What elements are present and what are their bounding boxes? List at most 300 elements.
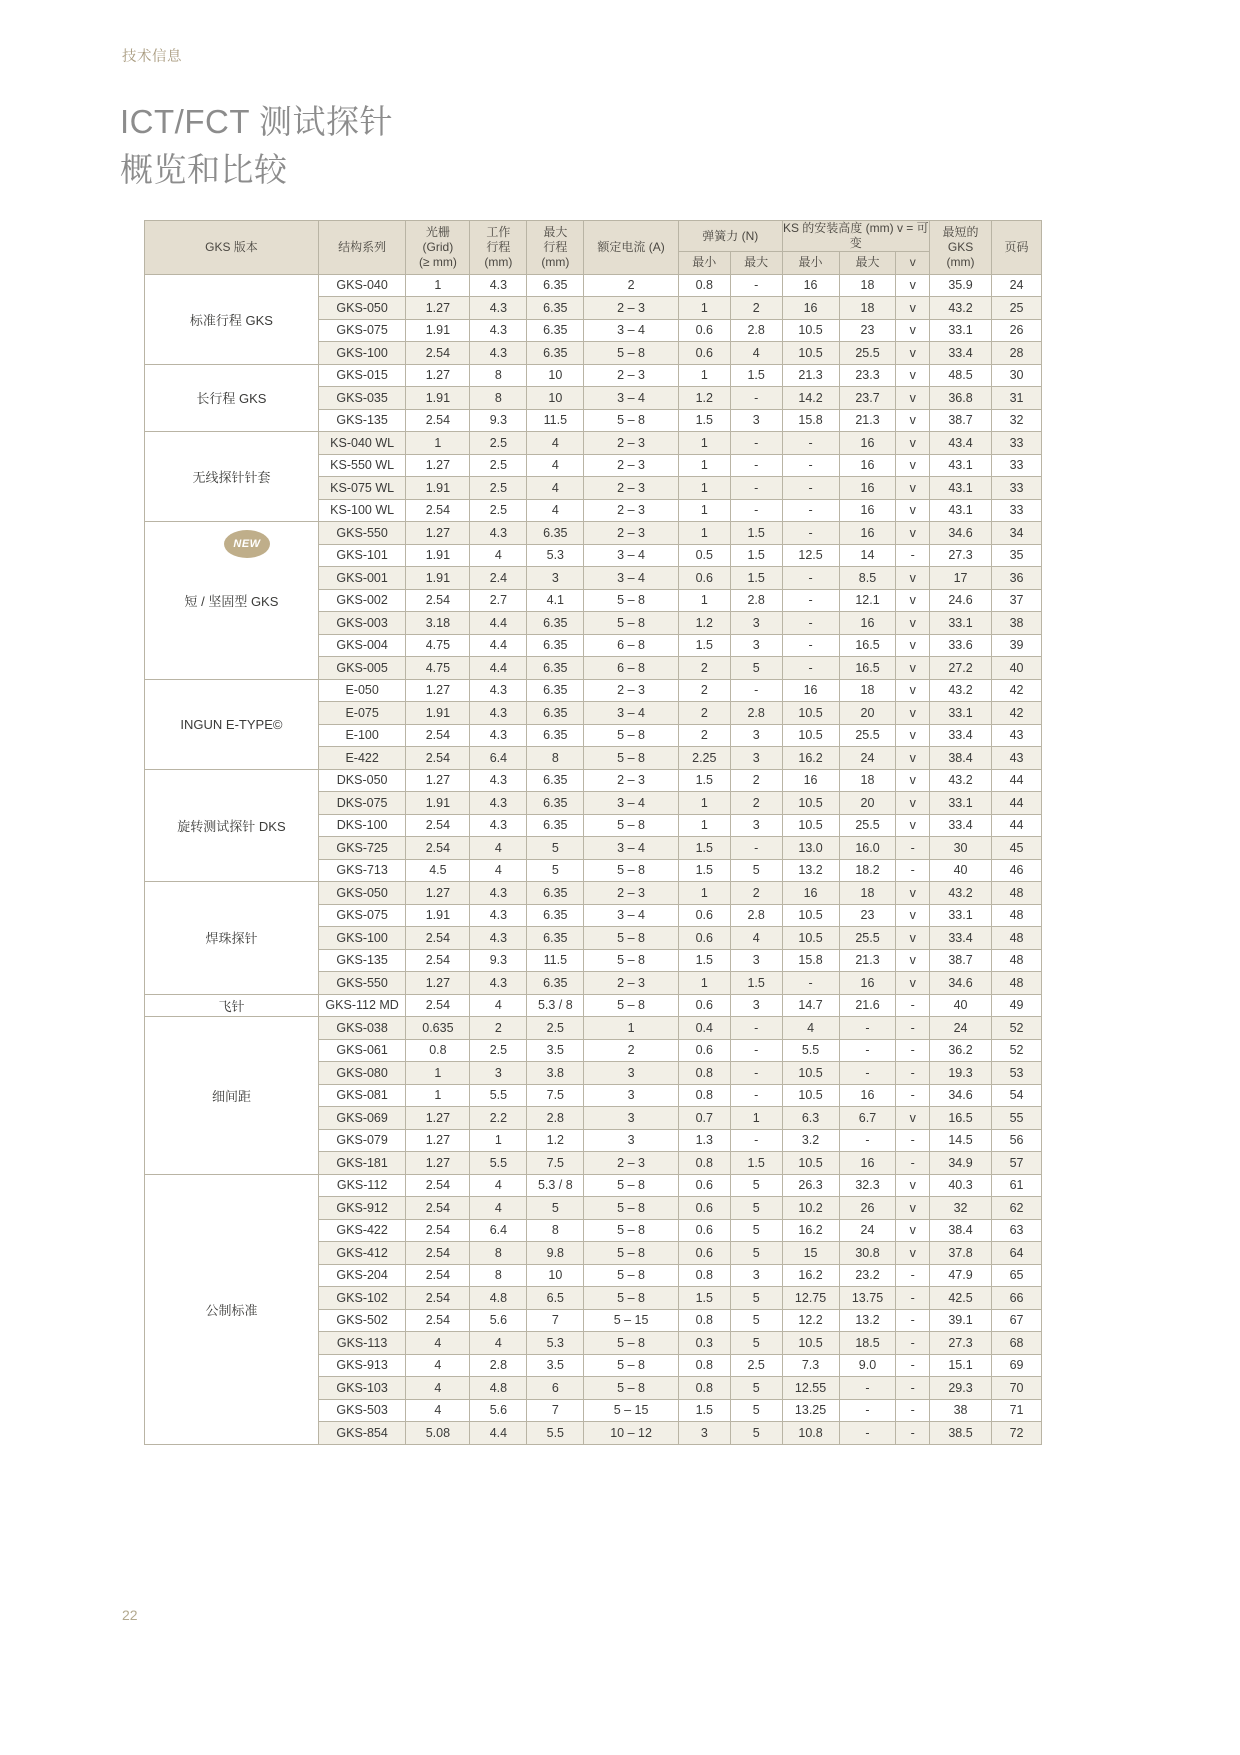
cell-page: 39 [992, 634, 1042, 657]
cell-shortest: 27.2 [930, 657, 992, 680]
cell-page: 52 [992, 1039, 1042, 1062]
cell-shortest: 33.4 [930, 814, 992, 837]
cell-page: 48 [992, 972, 1042, 995]
cell-series: GKS-103 [318, 1377, 405, 1400]
new-badge: NEW [225, 531, 269, 557]
cell-rated-current: 5 – 8 [584, 1264, 679, 1287]
cell-page: 33 [992, 454, 1042, 477]
cell-ks-max: 9.0 [839, 1354, 896, 1377]
cell-shortest: 33.1 [930, 702, 992, 725]
cell-ks-min: - [782, 657, 839, 680]
cell-rated-current: 3 [584, 1062, 679, 1085]
cell-spring-max: 1.5 [730, 522, 782, 545]
cell-variable: v [896, 1174, 930, 1197]
cell-ks-max: 25.5 [839, 724, 896, 747]
cell-grid: 1.27 [406, 679, 470, 702]
cell-variable: - [896, 1377, 930, 1400]
cell-spring-min: 1 [678, 432, 730, 455]
cell-shortest: 33.1 [930, 904, 992, 927]
cell-series: E-422 [318, 747, 405, 770]
cell-working-stroke: 4 [470, 837, 527, 860]
cell-variable: - [896, 1129, 930, 1152]
cell-spring-max: 1 [730, 1107, 782, 1130]
page-title [120, 98, 393, 194]
cell-working-stroke: 4 [470, 544, 527, 567]
cell-shortest: 40.3 [930, 1174, 992, 1197]
cell-spring-max: - [730, 1129, 782, 1152]
cell-max-stroke: 1.2 [527, 1129, 584, 1152]
cell-rated-current: 3 – 4 [584, 319, 679, 342]
cell-max-stroke: 7 [527, 1309, 584, 1332]
cell-variable: - [896, 1422, 930, 1445]
cell-shortest: 24.6 [930, 589, 992, 612]
cell-max-stroke: 2.8 [527, 1107, 584, 1130]
cell-grid: 2.54 [406, 814, 470, 837]
cell-variable: - [896, 1017, 930, 1040]
cell-ks-min: 10.5 [782, 319, 839, 342]
cell-ks-min: 13.25 [782, 1399, 839, 1422]
header-grid-line2: (Grid) [422, 239, 454, 254]
cell-series: GKS-001 [318, 567, 405, 590]
cell-working-stroke: 4.3 [470, 319, 527, 342]
cell-shortest: 34.6 [930, 972, 992, 995]
cell-shortest: 33.1 [930, 792, 992, 815]
cell-rated-current: 5 – 8 [584, 1174, 679, 1197]
cell-spring-max: 3 [730, 634, 782, 657]
cell-series: GKS-075 [318, 319, 405, 342]
cell-page: 63 [992, 1219, 1042, 1242]
cell-spring-max: 3 [730, 724, 782, 747]
cell-series: GKS-005 [318, 657, 405, 680]
cell-spring-min: 1 [678, 522, 730, 545]
cell-variable: - [896, 1399, 930, 1422]
cell-spring-min: 0.6 [678, 1197, 730, 1220]
cell-grid: 3.18 [406, 612, 470, 635]
cell-working-stroke: 2.7 [470, 589, 527, 612]
cell-spring-min: 0.6 [678, 994, 730, 1017]
cell-series: GKS-081 [318, 1084, 405, 1107]
cell-ks-max: 18.2 [839, 859, 896, 882]
cell-variable: v [896, 1219, 930, 1242]
cell-ks-max: 23.3 [839, 364, 896, 387]
cell-rated-current: 5 – 8 [584, 1377, 679, 1400]
cell-working-stroke: 4.4 [470, 657, 527, 680]
cell-grid: 1.27 [406, 364, 470, 387]
cell-spring-max: 3 [730, 949, 782, 972]
cell-series: KS-100 WL [318, 499, 405, 522]
cell-variable: v [896, 634, 930, 657]
header-page: 页码 [992, 221, 1042, 275]
cell-spring-max: 1.5 [730, 567, 782, 590]
cell-series: KS-040 WL [318, 432, 405, 455]
cell-max-stroke: 6.35 [527, 612, 584, 635]
cell-rated-current: 5 – 8 [584, 1197, 679, 1220]
cell-series: GKS-113 [318, 1332, 405, 1355]
cell-ks-min: 14.2 [782, 387, 839, 410]
header-series: 结构系列 [318, 221, 405, 275]
cell-page: 46 [992, 859, 1042, 882]
cell-variable: v [896, 1242, 930, 1265]
cell-spring-max: 5 [730, 1309, 782, 1332]
cell-grid: 2.54 [406, 342, 470, 365]
cell-ks-max: 13.2 [839, 1309, 896, 1332]
cell-ks-max: 16 [839, 972, 896, 995]
cell-spring-max: - [730, 679, 782, 702]
cell-max-stroke: 3.8 [527, 1062, 584, 1085]
cell-spring-min: 1 [678, 814, 730, 837]
page-title-line2: 概览和比较 [120, 151, 288, 188]
cell-shortest: 35.9 [930, 274, 992, 297]
cell-grid: 1.27 [406, 297, 470, 320]
cell-working-stroke: 2.2 [470, 1107, 527, 1130]
header-variable: v [896, 252, 930, 275]
cell-ks-max: 18 [839, 882, 896, 905]
cell-working-stroke: 4.3 [470, 972, 527, 995]
cell-variable: v [896, 702, 930, 725]
cell-variable: v [896, 724, 930, 747]
cell-ks-max: 21.6 [839, 994, 896, 1017]
cell-variable: v [896, 342, 930, 365]
cell-variable: v [896, 769, 930, 792]
cell-series: KS-550 WL [318, 454, 405, 477]
cell-variable: - [896, 1309, 930, 1332]
section-eyebrow: 技术信息 [122, 49, 182, 65]
cell-spring-max: 5 [730, 1377, 782, 1400]
cell-spring-min: 0.3 [678, 1332, 730, 1355]
cell-shortest: 30 [930, 837, 992, 860]
cell-ks-min: 6.3 [782, 1107, 839, 1130]
cell-page: 48 [992, 904, 1042, 927]
cell-max-stroke: 6.35 [527, 657, 584, 680]
cell-variable: v [896, 454, 930, 477]
cell-max-stroke: 6.35 [527, 634, 584, 657]
cell-working-stroke: 4.3 [470, 769, 527, 792]
cell-grid: 2.54 [406, 927, 470, 950]
cell-shortest: 43.1 [930, 477, 992, 500]
cell-ks-max: 16 [839, 612, 896, 635]
cell-ks-min: 10.5 [782, 792, 839, 815]
cell-rated-current: 2 – 3 [584, 297, 679, 320]
cell-ks-max: - [839, 1062, 896, 1085]
cell-ks-min: 16.2 [782, 1264, 839, 1287]
cell-rated-current: 5 – 8 [584, 589, 679, 612]
row-category: 标准行程 GKS [145, 274, 319, 364]
cell-ks-max: 20 [839, 702, 896, 725]
cell-ks-min: 16 [782, 679, 839, 702]
cell-spring-min: 0.8 [678, 1084, 730, 1107]
header-max-line3: (mm) [541, 254, 570, 269]
cell-ks-min: 10.5 [782, 1084, 839, 1107]
header-max-line2: 行程 [543, 239, 568, 254]
row-category: INGUN E-TYPE© [145, 679, 319, 769]
cell-series: GKS-050 [318, 882, 405, 905]
cell-grid: 1.91 [406, 544, 470, 567]
cell-grid: 2.54 [406, 1242, 470, 1265]
cell-spring-min: 0.6 [678, 342, 730, 365]
cell-series: E-075 [318, 702, 405, 725]
cell-grid: 1.27 [406, 882, 470, 905]
row-category: 无线探针针套 [145, 432, 319, 522]
cell-working-stroke: 4.4 [470, 612, 527, 635]
cell-max-stroke: 7.5 [527, 1152, 584, 1175]
cell-ks-min: 15.8 [782, 949, 839, 972]
cell-max-stroke: 2.5 [527, 1017, 584, 1040]
cell-working-stroke: 4.3 [470, 927, 527, 950]
table-row [145, 432, 1042, 455]
cell-variable: - [896, 1152, 930, 1175]
cell-series: GKS-100 [318, 927, 405, 950]
cell-ks-min: 12.75 [782, 1287, 839, 1310]
cell-spring-max: 3 [730, 747, 782, 770]
cell-shortest: 34.6 [930, 522, 992, 545]
cell-variable: v [896, 409, 930, 432]
cell-max-stroke: 5.3 [527, 1332, 584, 1355]
cell-spring-min: 0.6 [678, 1174, 730, 1197]
cell-ks-max: 18 [839, 274, 896, 297]
cell-shortest: 17 [930, 567, 992, 590]
cell-rated-current: 3 [584, 1129, 679, 1152]
cell-max-stroke: 6.35 [527, 769, 584, 792]
cell-max-stroke: 11.5 [527, 409, 584, 432]
header-max-stroke [527, 221, 584, 275]
header-ks-height: KS 的安装高度 (mm) v = 可变 [782, 221, 929, 250]
cell-spring-max: - [730, 1062, 782, 1085]
cell-working-stroke: 4.3 [470, 814, 527, 837]
row-category: 短 / 坚固型 GKS [145, 522, 319, 680]
cell-ks-max: - [839, 1039, 896, 1062]
cell-page: 56 [992, 1129, 1042, 1152]
cell-spring-max: 4 [730, 342, 782, 365]
cell-rated-current: 2 – 3 [584, 499, 679, 522]
cell-spring-max: - [730, 387, 782, 410]
cell-max-stroke: 4 [527, 499, 584, 522]
cell-series: GKS-412 [318, 1242, 405, 1265]
cell-working-stroke: 8 [470, 1242, 527, 1265]
cell-spring-min: 0.6 [678, 1242, 730, 1265]
cell-spring-min: 1 [678, 297, 730, 320]
cell-spring-max: - [730, 1017, 782, 1040]
cell-spring-min: 0.8 [678, 1377, 730, 1400]
cell-rated-current: 1 [584, 1017, 679, 1040]
cell-series: GKS-079 [318, 1129, 405, 1152]
cell-grid: 0.635 [406, 1017, 470, 1040]
cell-page: 70 [992, 1377, 1042, 1400]
cell-spring-min: 1 [678, 792, 730, 815]
cell-ks-min: 13.0 [782, 837, 839, 860]
cell-shortest: 33.4 [930, 724, 992, 747]
cell-spring-min: 1 [678, 882, 730, 905]
cell-page: 62 [992, 1197, 1042, 1220]
cell-variable: - [896, 544, 930, 567]
cell-series: GKS-913 [318, 1354, 405, 1377]
cell-page: 38 [992, 612, 1042, 635]
cell-spring-min: 1.5 [678, 859, 730, 882]
cell-rated-current: 5 – 8 [584, 859, 679, 882]
cell-page: 55 [992, 1107, 1042, 1130]
cell-spring-max: 3 [730, 409, 782, 432]
row-category: 长行程 GKS [145, 364, 319, 432]
cell-shortest: 15.1 [930, 1354, 992, 1377]
cell-page: 53 [992, 1062, 1042, 1085]
cell-page: 35 [992, 544, 1042, 567]
cell-ks-max: 23.7 [839, 387, 896, 410]
cell-page: 28 [992, 342, 1042, 365]
row-category: 焊珠探针 [145, 882, 319, 995]
cell-max-stroke: 8 [527, 1219, 584, 1242]
cell-max-stroke: 6.35 [527, 679, 584, 702]
cell-series: GKS-102 [318, 1287, 405, 1310]
cell-rated-current: 3 [584, 1107, 679, 1130]
cell-variable: v [896, 499, 930, 522]
cell-working-stroke: 4.3 [470, 882, 527, 905]
cell-shortest: 34.9 [930, 1152, 992, 1175]
cell-rated-current: 2 – 3 [584, 679, 679, 702]
cell-ks-max: 18 [839, 769, 896, 792]
header-work-line2: 行程 [486, 239, 511, 254]
cell-spring-max: 5 [730, 1287, 782, 1310]
cell-series: GKS-061 [318, 1039, 405, 1062]
cell-grid: 1 [406, 274, 470, 297]
cell-variable: v [896, 297, 930, 320]
header-work-line3: (mm) [484, 254, 513, 269]
cell-max-stroke: 6.35 [527, 297, 584, 320]
table-row [145, 522, 1042, 545]
cell-spring-min: 1.5 [678, 949, 730, 972]
cell-working-stroke: 2 [470, 1017, 527, 1040]
cell-rated-current: 2 – 3 [584, 769, 679, 792]
cell-rated-current: 5 – 8 [584, 994, 679, 1017]
cell-spring-max: 5 [730, 1174, 782, 1197]
cell-spring-min: 0.7 [678, 1107, 730, 1130]
cell-spring-max: - [730, 1039, 782, 1062]
cell-shortest: 34.6 [930, 1084, 992, 1107]
cell-ks-min: - [782, 612, 839, 635]
cell-ks-min: 16 [782, 769, 839, 792]
cell-max-stroke: 3.5 [527, 1354, 584, 1377]
cell-variable: v [896, 1107, 930, 1130]
cell-working-stroke: 4.3 [470, 702, 527, 725]
cell-ks-max: 6.7 [839, 1107, 896, 1130]
cell-ks-min: 10.5 [782, 1152, 839, 1175]
cell-grid: 1.27 [406, 769, 470, 792]
cell-max-stroke: 5.3 / 8 [527, 994, 584, 1017]
cell-series: E-050 [318, 679, 405, 702]
cell-spring-max: 1.5 [730, 1152, 782, 1175]
cell-ks-min: 10.5 [782, 342, 839, 365]
cell-ks-min: - [782, 972, 839, 995]
cell-working-stroke: 4.3 [470, 297, 527, 320]
cell-ks-min: 12.5 [782, 544, 839, 567]
cell-max-stroke: 6.35 [527, 882, 584, 905]
cell-page: 33 [992, 477, 1042, 500]
cell-spring-max: 3 [730, 994, 782, 1017]
cell-variable: v [896, 432, 930, 455]
cell-working-stroke: 3 [470, 1062, 527, 1085]
cell-ks-max: - [839, 1399, 896, 1422]
cell-grid: 1.27 [406, 522, 470, 545]
cell-rated-current: 5 – 8 [584, 1242, 679, 1265]
table-row [145, 364, 1042, 387]
cell-max-stroke: 10 [527, 364, 584, 387]
cell-working-stroke: 1 [470, 1129, 527, 1152]
page-number: 22 [122, 1607, 138, 1623]
cell-grid: 1.27 [406, 1152, 470, 1175]
cell-shortest: 33.6 [930, 634, 992, 657]
cell-rated-current: 3 – 4 [584, 837, 679, 860]
cell-rated-current: 2 – 3 [584, 477, 679, 500]
cell-max-stroke: 4 [527, 477, 584, 500]
cell-working-stroke: 9.3 [470, 949, 527, 972]
cell-ks-min: 10.8 [782, 1422, 839, 1445]
cell-page: 40 [992, 657, 1042, 680]
cell-variable: - [896, 1084, 930, 1107]
cell-spring-max: 2.5 [730, 1354, 782, 1377]
cell-rated-current: 2 – 3 [584, 364, 679, 387]
row-category: 旋转测试探针 DKS [145, 769, 319, 882]
cell-variable: v [896, 319, 930, 342]
cell-series: GKS-003 [318, 612, 405, 635]
cell-page: 61 [992, 1174, 1042, 1197]
cell-ks-max: 30.8 [839, 1242, 896, 1265]
cell-ks-max: 16.0 [839, 837, 896, 860]
cell-spring-max: 5 [730, 1332, 782, 1355]
cell-working-stroke: 4.3 [470, 679, 527, 702]
cell-variable: v [896, 679, 930, 702]
cell-spring-min: 2 [678, 724, 730, 747]
cell-spring-min: 1.5 [678, 409, 730, 432]
cell-rated-current: 5 – 15 [584, 1309, 679, 1332]
cell-grid: 1.27 [406, 1129, 470, 1152]
cell-series: GKS-080 [318, 1062, 405, 1085]
cell-series: GKS-912 [318, 1197, 405, 1220]
cell-spring-min: 1.2 [678, 387, 730, 410]
cell-spring-max: 1.5 [730, 544, 782, 567]
cell-working-stroke: 8 [470, 387, 527, 410]
cell-working-stroke: 4.3 [470, 522, 527, 545]
cell-page: 44 [992, 792, 1042, 815]
cell-shortest: 40 [930, 859, 992, 882]
cell-spring-min: 0.6 [678, 1039, 730, 1062]
cell-grid: 1.91 [406, 477, 470, 500]
cell-ks-min: 16.2 [782, 747, 839, 770]
cell-ks-max: 26 [839, 1197, 896, 1220]
cell-max-stroke: 6.35 [527, 904, 584, 927]
cell-grid: 4.5 [406, 859, 470, 882]
cell-ks-min: 15 [782, 1242, 839, 1265]
header-short-line1: 最短的 [942, 224, 979, 239]
cell-max-stroke: 10 [527, 1264, 584, 1287]
cell-grid: 0.8 [406, 1039, 470, 1062]
cell-max-stroke: 9.8 [527, 1242, 584, 1265]
header-ks-min: 最小 [782, 252, 839, 275]
cell-ks-min: - [782, 454, 839, 477]
cell-ks-max: 32.3 [839, 1174, 896, 1197]
table-row [145, 274, 1042, 297]
cell-working-stroke: 4.3 [470, 724, 527, 747]
cell-series: GKS-002 [318, 589, 405, 612]
cell-spring-min: 0.6 [678, 927, 730, 950]
cell-max-stroke: 6.5 [527, 1287, 584, 1310]
cell-series: GKS-502 [318, 1309, 405, 1332]
header-grid-line1: 光栅 [425, 224, 450, 239]
cell-ks-min: 10.5 [782, 814, 839, 837]
cell-ks-min: 10.5 [782, 702, 839, 725]
cell-rated-current: 2 [584, 1039, 679, 1062]
cell-spring-max: - [730, 499, 782, 522]
cell-spring-max: - [730, 837, 782, 860]
cell-spring-max: 3 [730, 814, 782, 837]
cell-spring-max: 2 [730, 792, 782, 815]
